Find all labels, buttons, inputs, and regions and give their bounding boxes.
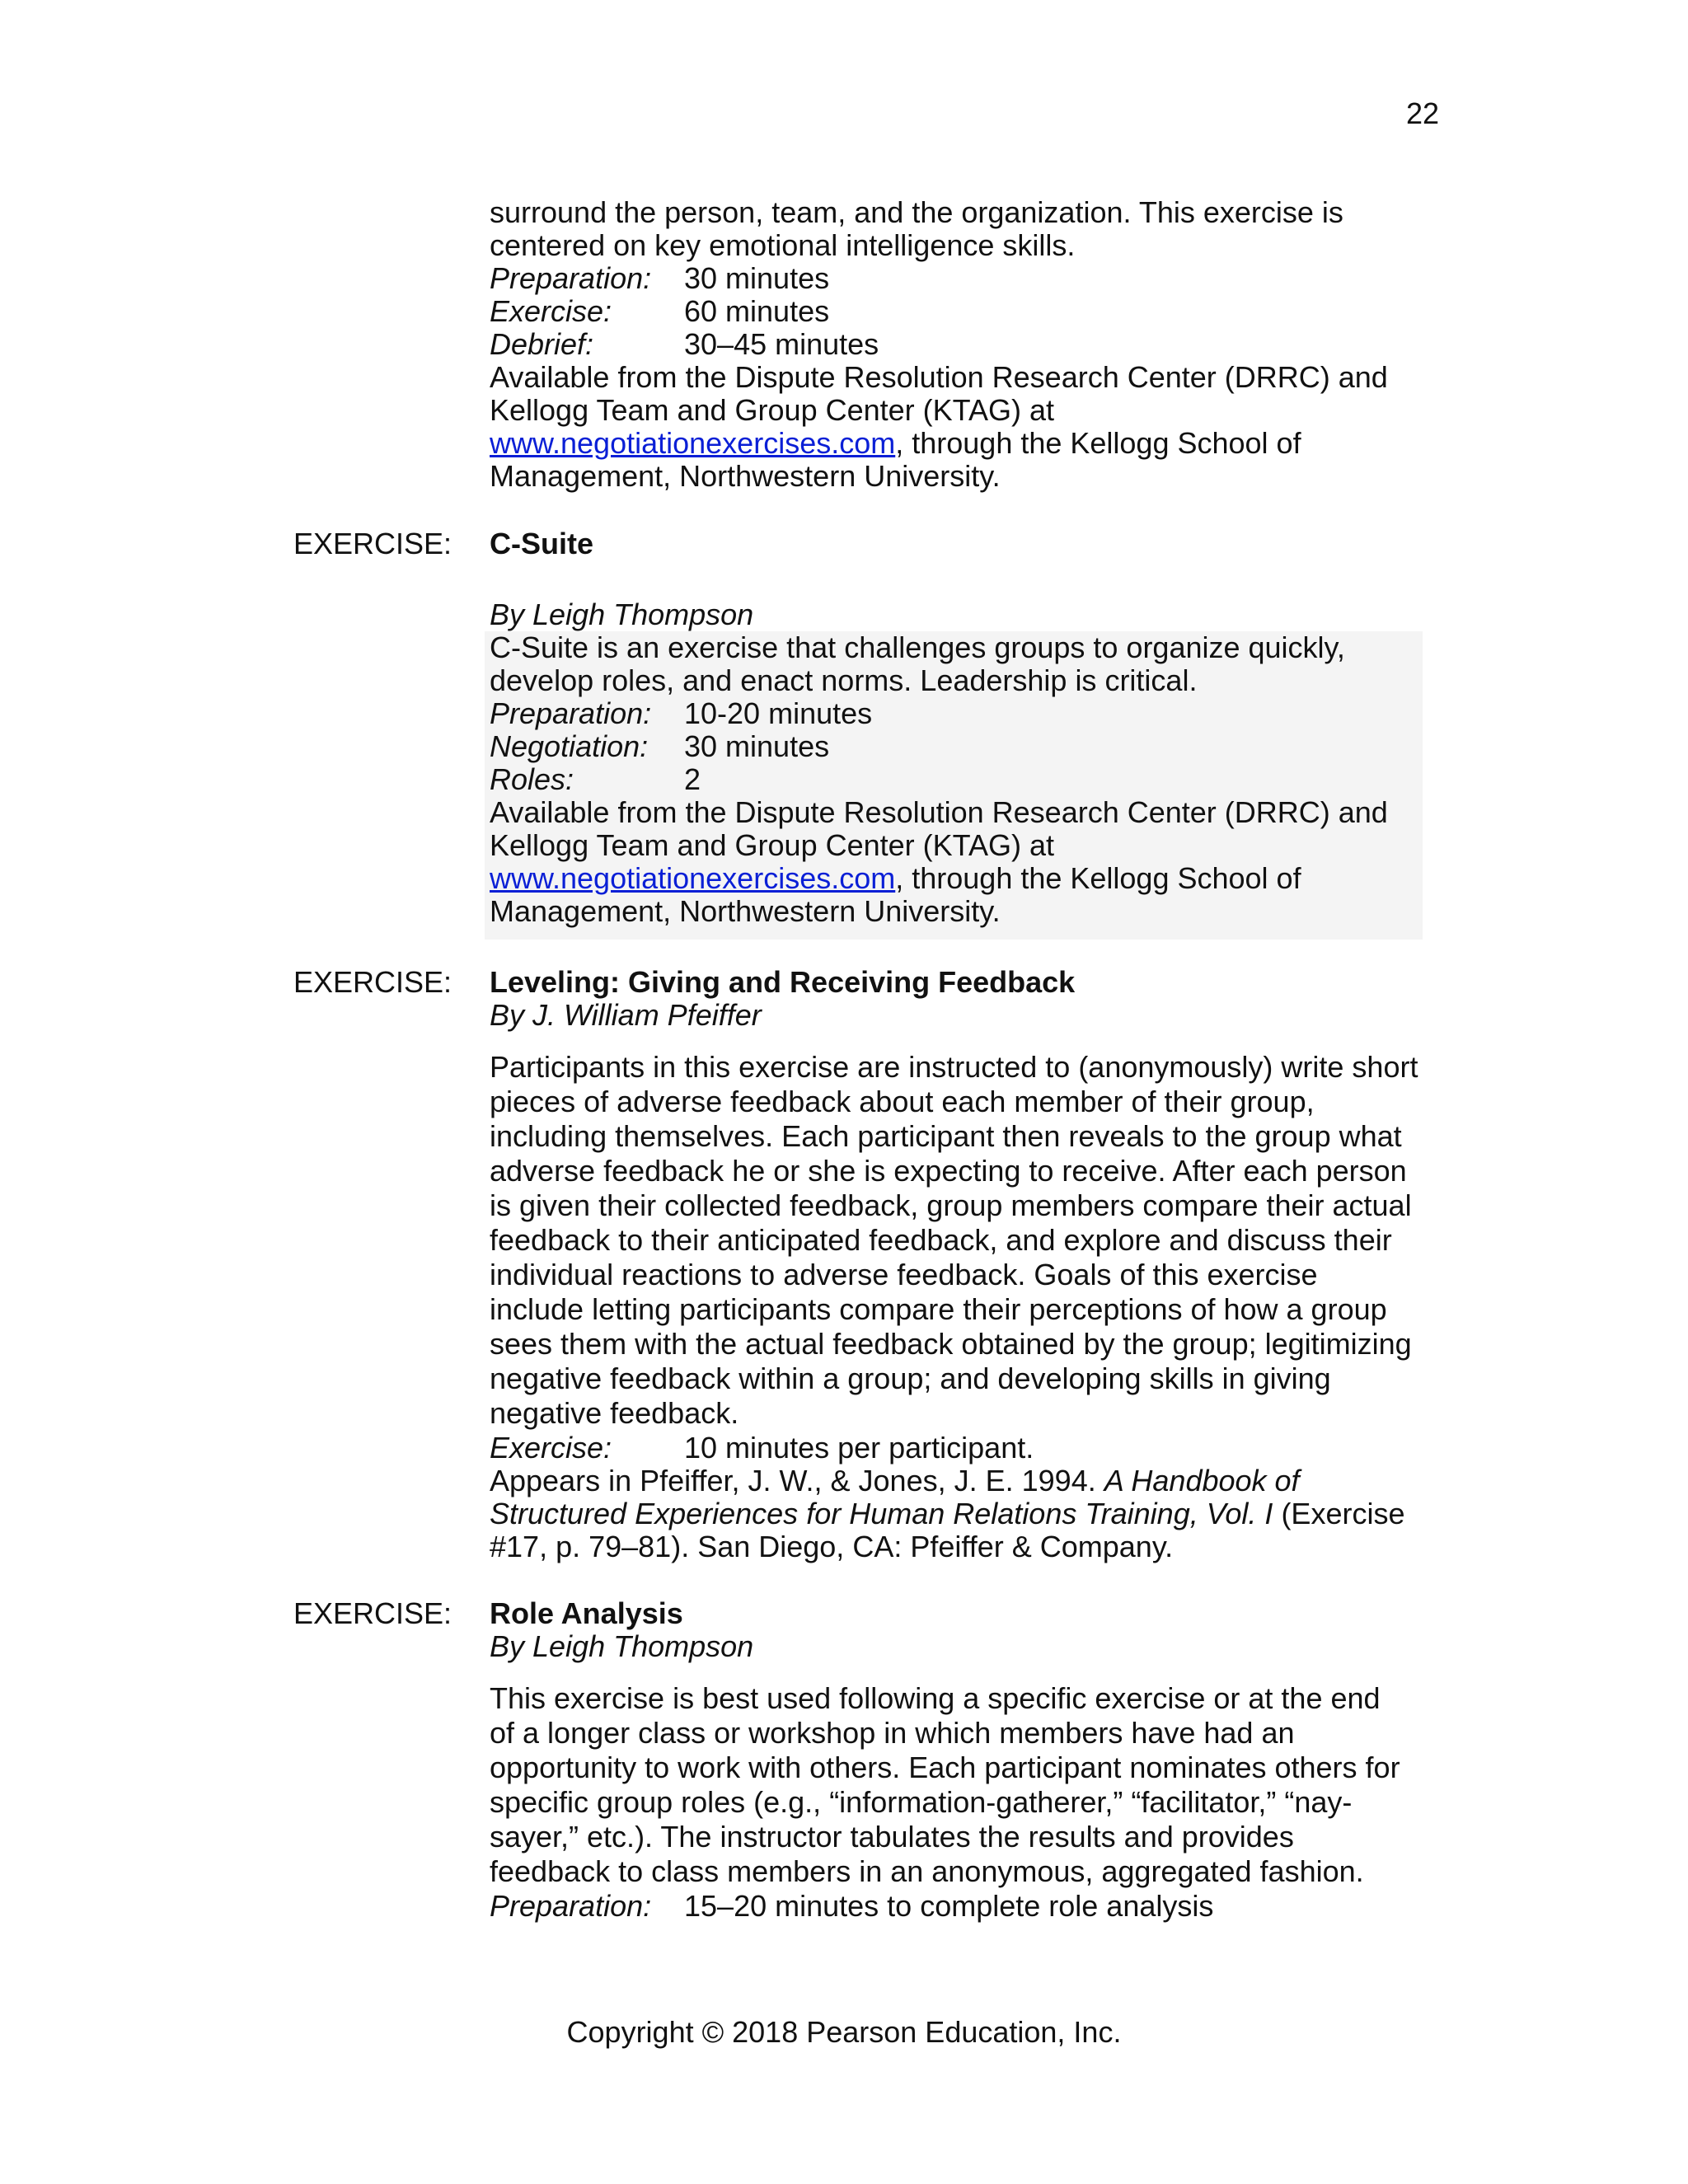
meta-value: 30 minutes xyxy=(684,729,830,763)
availability-line: Available from the Dispute Resolution Research Center (DRRC) and xyxy=(490,795,1388,829)
meta-value: 15–20 minutes to complete role analysis xyxy=(684,1889,1214,1923)
body-line: including themselves. Each participant then reveals to the group what xyxy=(490,1119,1402,1153)
meta-row xyxy=(490,1431,1446,1464)
body-line: develop roles, and enact norms. Leadership is critical. xyxy=(490,663,1198,697)
meta-key: Preparation: xyxy=(490,696,652,730)
reference-line: #17, p. 79–81). San Diego, CA: Pfeiffer & Company. xyxy=(490,1530,1174,1563)
body-line: opportunity to work with others. Each participant nominates others for xyxy=(490,1750,1400,1784)
body-line: sees them with the actual feedback obtained by the group; legitimizing xyxy=(490,1327,1412,1361)
body-line: This exercise is best used following a specific exercise or at the end xyxy=(490,1681,1381,1715)
availability-line: Management, Northwestern University. xyxy=(490,894,1001,928)
body-line: pieces of adverse feedback about each member of their group, xyxy=(490,1085,1315,1118)
reference-text: Appears in Pfeiffer, J. W., & Jones, J. E. 1994. xyxy=(490,1464,1104,1497)
availability-line: Available from the Dispute Resolution Research Center (DRRC) and xyxy=(490,360,1388,394)
meta-row xyxy=(490,328,1446,361)
author-line: By Leigh Thompson xyxy=(490,598,754,631)
availability-line xyxy=(490,862,1446,895)
meta-row xyxy=(490,730,1446,763)
body-line: adverse feedback he or she is expecting to receive. After each person xyxy=(490,1154,1407,1188)
meta-value: 60 minutes xyxy=(684,294,830,328)
reference-title: Structured Experiences for Human Relations Training, Vol. I xyxy=(490,1497,1273,1530)
availability-line xyxy=(490,427,1446,460)
body-line: of a longer class or workshop in which members have had an xyxy=(490,1716,1295,1750)
meta-value: 30 minutes xyxy=(684,261,830,295)
reference-title: A Handbook of xyxy=(1104,1464,1300,1497)
reference-text: (Exercise xyxy=(1273,1497,1405,1530)
meta-key: Preparation: xyxy=(490,261,652,295)
meta-row xyxy=(490,295,1446,328)
meta-key: Negotiation: xyxy=(490,729,649,763)
exercise-leveling xyxy=(490,966,1446,1032)
availability-line: Kellogg Team and Group Center (KTAG) at xyxy=(490,393,1055,427)
exercise-leveling-body xyxy=(490,1050,1446,1563)
meta-row xyxy=(490,763,1446,796)
availability-line: Kellogg Team and Group Center (KTAG) at xyxy=(490,828,1055,862)
page-number: 22 xyxy=(1405,96,1439,130)
body-line: feedback to class members in an anonymous, aggregated fashion. xyxy=(490,1854,1364,1888)
meta-value: 2 xyxy=(684,762,701,796)
availability-line: Management, Northwestern University. xyxy=(490,459,1001,493)
body-line: C-Suite is an exercise that challenges groups to organize quickly, xyxy=(490,630,1345,664)
body-line: surround the person, team, and the organization. This exercise is xyxy=(490,195,1343,229)
body-line: negative feedback within a group; and developing skills in giving xyxy=(490,1361,1331,1395)
meta-value: 30–45 minutes xyxy=(684,327,879,361)
exercise-label: EXERCISE: xyxy=(293,965,452,999)
meta-key: Exercise: xyxy=(490,294,612,328)
exercise-label: EXERCISE: xyxy=(293,527,452,560)
exercise-title-text: C-Suite xyxy=(490,527,593,560)
meta-value: 10 minutes per participant. xyxy=(684,1431,1034,1465)
exercise-role-analysis xyxy=(490,1597,1446,1663)
body-line: centered on key emotional intelligence skills. xyxy=(490,228,1076,262)
meta-row xyxy=(490,262,1446,295)
exercise-label: EXERCISE: xyxy=(293,1596,452,1630)
meta-key: Debrief: xyxy=(490,327,594,361)
exercise-title-text: Leveling: Giving and Receiving Feedback xyxy=(490,965,1076,999)
website-link[interactable]: www.negotiationexercises.com xyxy=(490,426,896,460)
body-line: individual reactions to adverse feedback. Goals of this exercise xyxy=(490,1258,1318,1291)
body-line: feedback to their anticipated feedback, and explore and discuss their xyxy=(490,1223,1392,1257)
body-line: specific group roles (e.g., “information-gatherer,” “facilitator,” “nay- xyxy=(490,1785,1353,1819)
meta-key: Preparation: xyxy=(490,1889,652,1923)
exercise-c-suite xyxy=(490,598,1446,928)
exercise-title-text: Role Analysis xyxy=(490,1596,683,1630)
copyright-footer: Copyright © 2018 Pearson Education, Inc. xyxy=(566,2015,1122,2049)
website-link[interactable]: www.negotiationexercises.com xyxy=(490,861,896,895)
meta-key: Exercise: xyxy=(490,1431,612,1465)
body-line: negative feedback. xyxy=(490,1396,739,1430)
body-line: Participants in this exercise are instructed to (anonymously) write short xyxy=(490,1050,1418,1084)
reference-line xyxy=(490,1464,1446,1497)
reference-line xyxy=(490,1497,1446,1530)
body-line: sayer,” etc.). The instructor tabulates the results and provides xyxy=(490,1820,1294,1854)
exercise-title xyxy=(490,527,1446,560)
meta-row xyxy=(490,1889,1446,1922)
author-line: By J. William Pfeiffer xyxy=(490,998,762,1032)
availability-text: , through the Kellogg School of xyxy=(895,861,1301,895)
intro-section xyxy=(490,196,1446,493)
meta-row xyxy=(490,697,1446,730)
author-line: By Leigh Thompson xyxy=(490,1629,754,1663)
availability-text: , through the Kellogg School of xyxy=(895,426,1301,460)
meta-value: 10-20 minutes xyxy=(684,696,873,730)
exercise-role-analysis-body xyxy=(490,1681,1446,1922)
body-line: is given their collected feedback, group members compare their actual xyxy=(490,1188,1412,1222)
body-line: include letting participants compare their perceptions of how a group xyxy=(490,1292,1387,1326)
meta-key: Roles: xyxy=(490,762,574,796)
